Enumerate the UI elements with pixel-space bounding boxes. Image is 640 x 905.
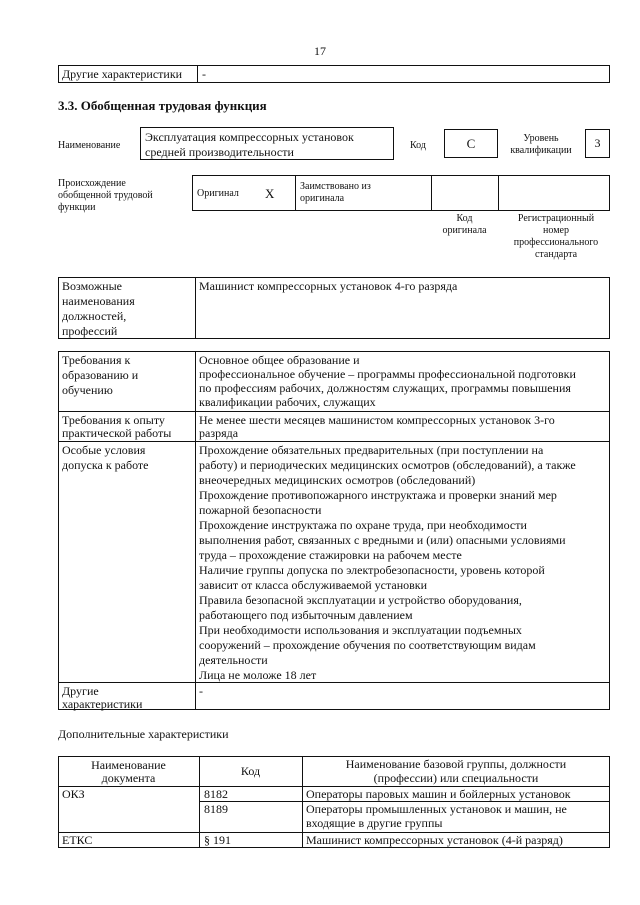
education-label-line2: образованию и [62,368,139,382]
education-l4: квалификации рабочих, служащих [199,395,376,409]
other-label-line1: Другие [62,684,99,698]
naming-label: Наименование [58,140,121,151]
page-number: 17 [314,44,326,58]
experience-l1: Не менее шести месяцев машинистом компрессорных установок 3-го [199,413,555,427]
special-line: зависит от класса обслуживаемой установки [199,578,428,592]
reg-caption-line4: стандарта [534,249,578,260]
row-name-line1: Операторы промышленных установок и машин, не [306,802,567,816]
row-name-line1: Машинист компрессорных установок (4-й разряд) [306,833,563,847]
naming-value-line2: средней производительности [145,145,294,159]
special-line: Правила безопасной эксплуатации и устройство оборудования, [199,593,522,607]
special-line: Лица не моложе 18 лет [199,668,317,682]
origin-box [192,175,610,211]
level-value: 3 [594,136,601,150]
reg-caption-line3: профессионального [513,237,599,248]
naming-value-line1: Эксплуатация компрессорных установок [145,130,354,144]
positions-label-line2: наименования [62,294,135,308]
code-label: Код [410,140,426,151]
reg-caption-line2: номер [543,225,569,236]
special-label-line2: допуска к работе [62,458,149,472]
code-caption-line2: оригинала [442,225,487,236]
origin-label-line3: функции [58,202,96,213]
header-name-line1: Наименование базовой группы, должности [345,757,567,771]
positions-label-line4: профессий [62,324,118,338]
code-value: C [466,136,476,151]
origin-label-line1: Происхождение [58,178,126,189]
special-line: При необходимости использования и эксплуатации подъемных [199,623,522,637]
row-name-line2: входящие в другие группы [306,816,443,830]
positions-label-line1: Возможные [62,279,122,293]
special-line: Прохождение обязательных предварительных (при поступлении на [199,443,544,457]
special-line: труда – прохождение стажировки на рабочем месте [199,548,462,562]
education-l2: профессиональное обучение – программы профессиональной подготовки [199,367,576,381]
header-doc-line1: Наименование [91,758,166,772]
special-line: деятельности [199,653,268,667]
experience-l2: разряда [199,426,239,440]
row-code: 8189 [204,802,228,816]
special-line: Прохождение противопожарного инструктажа и проверки знаний мер [199,488,557,502]
row-code: 8182 [204,787,228,801]
special-line: работающего под избыточным давлением [199,608,413,622]
experience-label-line2: практической работы [62,426,172,440]
origin-original-label: Оригинал [197,188,239,199]
special-label-line1: Особые условия [62,443,146,457]
row-doc: ЕТКС [62,833,93,847]
education-l1: Основное общее образование и [199,353,360,367]
level-label-line2: квалификации [510,145,572,156]
origin-borrowed-line1: Заимствовано из [300,181,371,192]
origin-borrowed-line2: оригинала [300,193,345,204]
special-line: выполнения работ, связанных с вредными и (или) опасными условиями [199,533,566,547]
special-line: работу) и периодических медицинских осмотров (обследований), а также [199,458,576,472]
section-title: 3.3. Обобщенная трудовая функция [58,98,267,113]
special-line: Прохождение инструктажа по охране труда, при необходимости [199,518,527,532]
level-label-line1: Уровень [523,133,559,144]
code-caption-line1: Код [456,213,473,224]
top-other-label: Другие характеристики [62,67,183,81]
positions-value: Машинист компрессорных установок 4-го разряда [199,279,458,293]
education-label-line3: обучению [62,383,113,397]
header-name-line2: (профессии) или специальности [373,771,539,785]
special-line: сооружений – прохождение обучения по соответствующим видам [199,638,536,652]
other-label-line2: характеристики [62,697,143,711]
top-other-value: - [202,67,206,81]
row-code: § 191 [204,833,231,847]
special-line: внеочередных медицинских осмотров (обследований) [199,473,476,487]
education-l3: по профессиям рабочих, должностям служащих, программы повышения [199,381,571,395]
positions-label-line3: должностей, [62,309,127,323]
header-code: Код [240,764,261,778]
experience-label-line1: Требования к опыту [62,413,165,427]
row-doc: ОКЗ [62,787,85,801]
row-name-line1: Операторы паровых машин и бойлерных установок [306,787,571,801]
additional-title: Дополнительные характеристики [58,727,229,741]
special-lines-block [199,443,607,683]
origin-label-line2: обобщенной трудовой [58,190,153,201]
special-line: пожарной безопасности [199,503,322,517]
other-value: - [199,684,203,698]
origin-original-mark: X [265,186,275,201]
education-label-line1: Требования к [62,353,131,367]
reg-caption-line1: Регистрационный [517,213,595,224]
special-line: Наличие группы допуска по электробезопасности, уровень которой [199,563,545,577]
header-doc-line2: документа [101,771,156,785]
